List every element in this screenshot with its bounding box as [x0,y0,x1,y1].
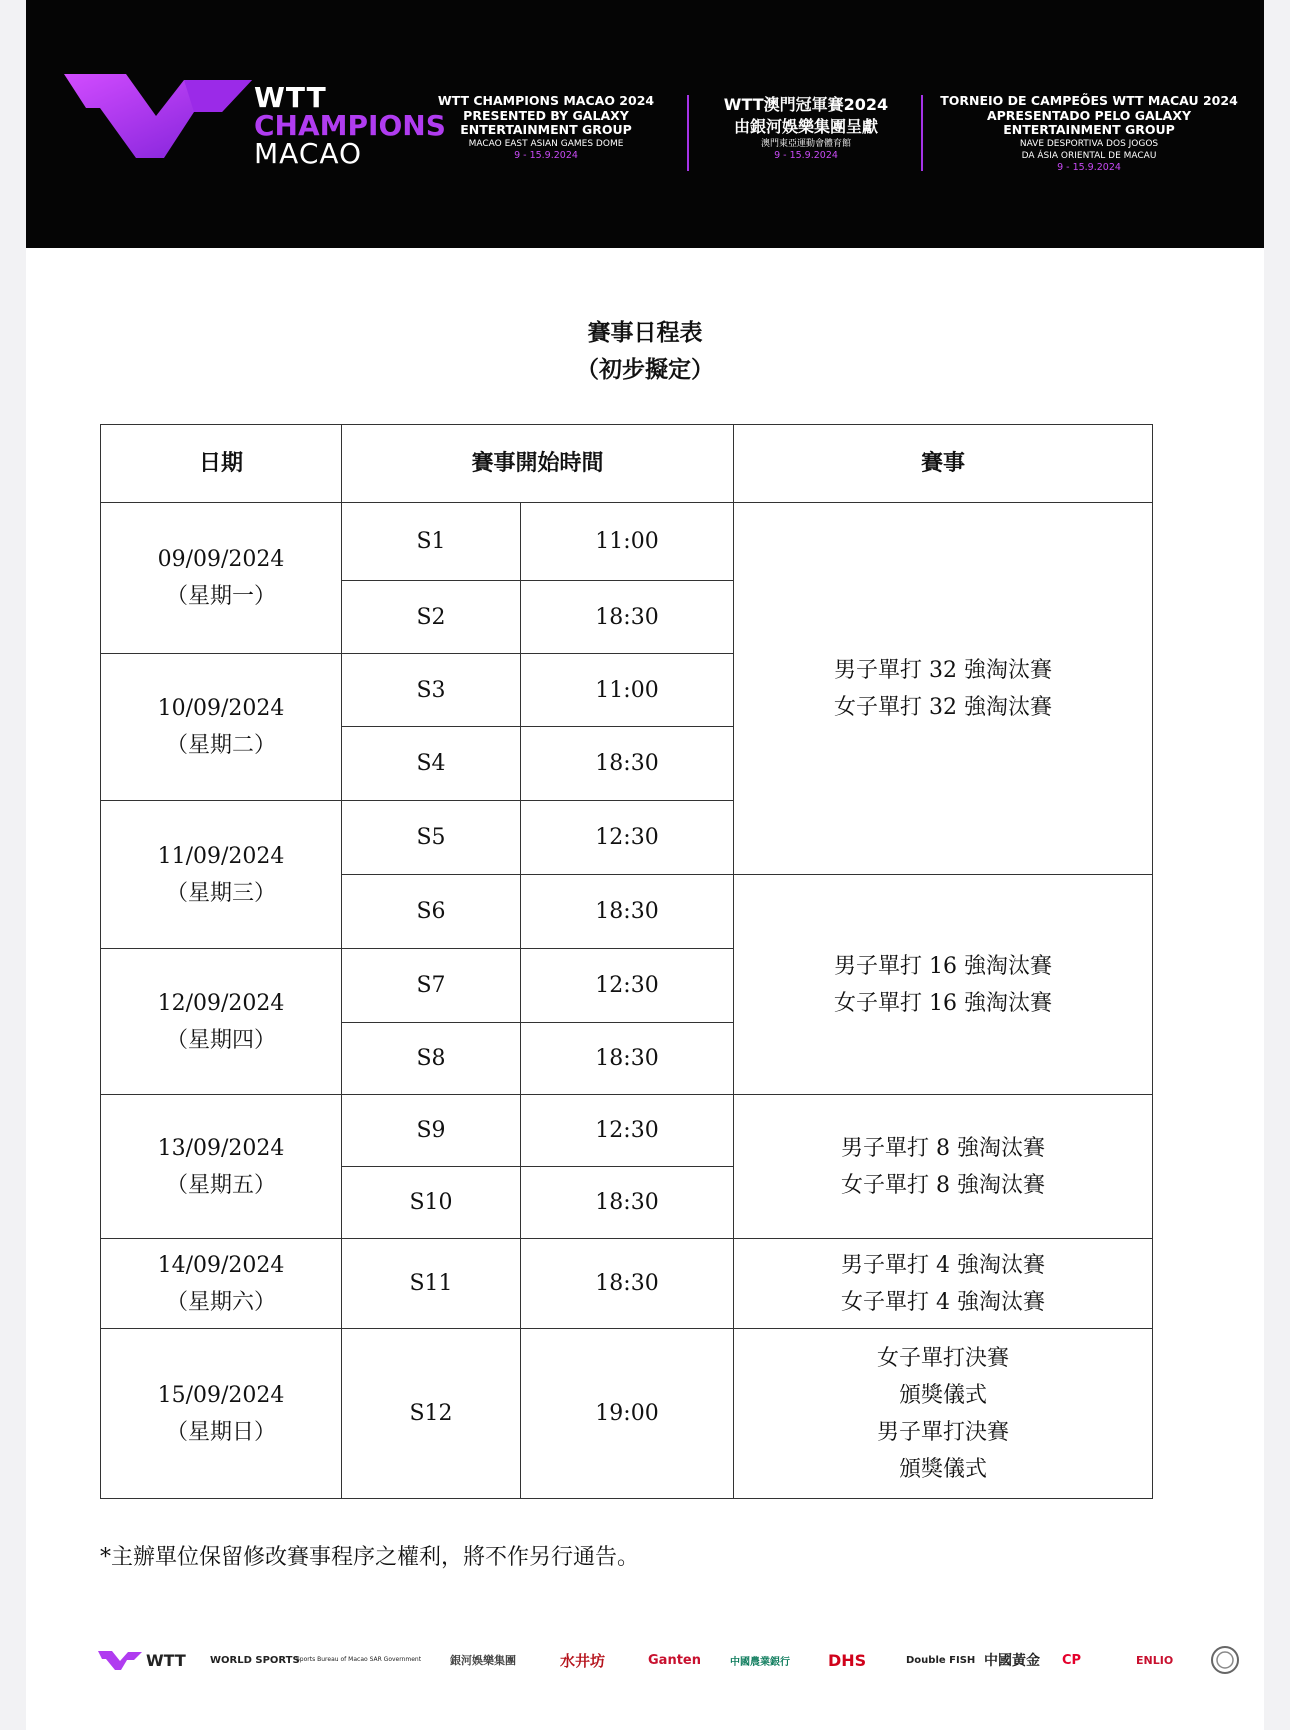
header-en-date: 9 - 15.9.2024 [514,149,578,161]
header-en-line2: PRESENTED BY GALAXY [463,107,629,123]
session-id: S4 [342,727,521,801]
header-pt-line3: ENTERTAINMENT GROUP [1003,122,1175,137]
header-en-line3: ENTERTAINMENT GROUP [460,122,632,137]
header-zh-date: 9 - 15.9.2024 [774,150,838,161]
date-value: 12/09/2024 [157,990,285,1016]
header-english-block [416,94,676,162]
session-id: S3 [342,654,521,727]
event-line: 女子單打 32 強淘汰賽 [834,694,1052,720]
header-start-time: 賽事開始時間 [342,425,734,503]
header-pt-line2: APRESENTADO PELO GALAXY [986,107,1192,123]
header-pt-venue2: DA ÁSIA ORIENTAL DE MACAU [1021,150,1157,161]
sponsor-seal-logo [1210,1640,1240,1680]
header-zh-venue: 澳門東亞運動會體育館 [760,139,851,149]
header-zh-line1: WTT澳門冠軍賽2024 [723,95,889,114]
event-line: 女子單打決賽 [877,1345,1010,1371]
date-cell [101,949,342,1095]
sponsor-cp-logo: CP [1062,1652,1082,1668]
sponsor-dhs-logo: DHS [828,1650,867,1670]
table-row [101,1095,1153,1167]
event-line: 女子單打 8 強淘汰賽 [841,1172,1045,1198]
date-value: 09/09/2024 [157,547,285,572]
document-page [26,0,1264,1730]
header-divider [921,95,923,171]
session-time: 18:30 [521,581,734,654]
table-header-row [101,425,1153,503]
date-cell [101,801,342,949]
sponsor-world-sports-logo: WORLD SPORTS [210,1654,300,1666]
wtt-small-logo-icon [98,1649,142,1671]
session-id: S5 [342,801,521,875]
footnote: *主辦單位保留修改賽事程序之權利，將不作另行通告。 [100,1545,640,1570]
weekday-value: （星期六） [165,1289,276,1315]
event-cell [734,1095,1153,1239]
header-en-venue: MACAO EAST ASIAN GAMES DOME [468,138,624,149]
date-value: 11/09/2024 [157,843,285,869]
event-cell [734,1329,1153,1499]
event-cell [734,503,1153,875]
date-value: 13/09/2024 [157,1135,285,1161]
session-time: 11:00 [521,654,734,727]
event-line: 男子單打 16 強淘汰賽 [834,953,1052,979]
session-id: S1 [342,503,521,581]
date-value: 15/09/2024 [157,1382,285,1408]
date-cell [101,1239,342,1329]
header-pt-venue1: NAVE DESPORTIVA DOS JOGOS [1019,138,1159,149]
sponsor-enlio-logo: ENLIO [1136,1653,1174,1667]
sponsor-galaxy-logo: 銀河娛樂集團 [450,1654,516,1667]
table-row [101,1239,1153,1329]
header-pt-date: 9 - 15.9.2024 [1057,161,1121,173]
weekday-value: （星期五） [165,1172,276,1198]
sponsor-strip [70,1640,1240,1680]
header-banner [26,0,1264,248]
header-pt-line1: TORNEIO DE CAMPEÕES WTT MACAU 2024 [940,93,1238,108]
header-chinese-block [696,94,916,162]
weekday-value: （星期二） [165,733,276,758]
wtt-logo-icon [64,72,254,162]
date-value: 14/09/2024 [157,1252,285,1278]
header-en-line1: WTT CHAMPIONS MACAO 2024 [437,93,655,108]
session-id: S9 [342,1095,521,1167]
seal-icon [1210,1645,1240,1675]
header-divider [687,95,689,171]
event-line: 男子單打 32 強淘汰賽 [834,657,1052,683]
date-cell [101,1329,342,1499]
event-cell [734,1239,1153,1329]
date-cell [101,1095,342,1239]
logo-line-wtt: WTT [254,81,327,114]
event-line: 男子單打 4 強淘汰賽 [841,1252,1045,1278]
sponsor-double-fish-logo: Double FISH [906,1654,976,1666]
session-time: 18:30 [521,727,734,801]
session-time: 18:30 [521,1023,734,1095]
event-cell [734,875,1153,1095]
event-line: 男子單打決賽 [877,1419,1010,1445]
sponsor-china-gold-logo: 中國黃金 [984,1653,1040,1669]
date-value: 10/09/2024 [157,696,285,721]
sponsor-abc-bank-logo: 中國農業銀行 [730,1656,790,1668]
weekday-value: （星期日） [165,1419,276,1445]
weekday-value: （星期四） [165,1027,276,1053]
table-row [101,1329,1153,1499]
session-time: 18:30 [521,875,734,949]
session-id: S8 [342,1023,521,1095]
session-time: 18:30 [521,1239,734,1329]
session-time: 11:00 [521,503,734,581]
event-line: 女子單打 16 強淘汰賽 [834,990,1052,1016]
session-time: 19:00 [521,1329,734,1499]
session-id: S11 [342,1239,521,1329]
sponsor-wtt-logo: WTT [98,1640,186,1680]
session-id: S10 [342,1167,521,1239]
date-cell [101,503,342,654]
table-row [101,503,1153,581]
session-time: 12:30 [521,801,734,875]
header-event: 賽事 [734,425,1153,503]
event-line: 女子單打 4 強淘汰賽 [841,1289,1045,1315]
event-line: 頒獎儀式 [899,1382,988,1408]
page-subtitle: （初步擬定） [576,357,714,383]
date-cell [101,654,342,801]
sponsor-ganten-logo: Ganten [648,1652,701,1668]
session-time: 12:30 [521,949,734,1023]
sponsor-shuijingfang-logo: 水井坊 [560,1651,606,1670]
header-zh-line2: 由銀河娛樂集團呈獻 [733,117,878,136]
weekday-value: （星期三） [165,880,276,906]
event-line: 頒獎儀式 [899,1456,988,1482]
header-date: 日期 [101,425,342,503]
page-title: 賽事日程表 [587,320,703,346]
session-time: 18:30 [521,1167,734,1239]
session-time: 12:30 [521,1095,734,1167]
session-id: S7 [342,949,521,1023]
session-id: S6 [342,875,521,949]
sponsor-sports-bureau-logo: Sports Bureau of Macao SAR Government [296,1656,422,1663]
schedule-table [100,424,1153,1499]
weekday-value: （星期一） [165,584,276,609]
logo-line-champions: CHAMPIONS [254,109,446,142]
logo-line-macao: MACAO [254,137,363,170]
session-id: S2 [342,581,521,654]
event-line: 男子單打 8 強淘汰賽 [841,1135,1045,1161]
session-id: S12 [342,1329,521,1499]
header-portuguese-block [934,94,1244,174]
